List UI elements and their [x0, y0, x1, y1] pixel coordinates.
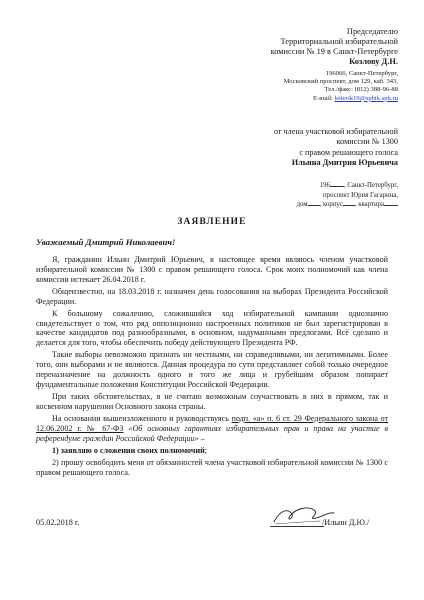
dom-label: дом	[296, 201, 308, 209]
law-title: «Об основных гарантиях избирательных прав и права на участие в референдуме граждан Российской Федерации»	[36, 423, 388, 443]
law-reference: подп. «а» п. 6 ст. 29 Федерального закона от 12.06.2002 г. № 67-ФЗ	[36, 413, 388, 433]
sender-address-line1	[297, 181, 398, 191]
greeting: Уважаемый Дмитрий Николаевич!	[36, 237, 176, 247]
address-line2: Московский проспект, дом 129, каб. 343,	[283, 78, 398, 86]
address-block	[284, 70, 398, 103]
paragraph-2: Общеизвестно, на 18.03.2018 г. назначен день голосования на выборах Президента Российской Федерации.	[36, 286, 388, 306]
email-label: E-mail:	[312, 94, 335, 102]
paragraph-4: Такие выборы невозможно признать ни честными, ни справедливыми, ни легитимными. Более того, они выборами и не являются. Данная процедура по сути представляет собой только очередное переназначение на должность одного и того же лица и грубейшим образом попирает фундаментальные положения Конституции Российской Федерации.	[36, 350, 388, 389]
p6-intro: На основании вышеизложенного и руководствуясь	[52, 413, 232, 423]
item1-text: 1) заявляю о сложении своих полномочий	[52, 445, 205, 455]
postcode-prefix: 196	[319, 182, 330, 189]
sender-address-line2: проспект Юрия Гагарина,	[323, 191, 398, 199]
address-line1: 196066, Санкт-Петербург,	[325, 70, 398, 77]
document-title: ЗАЯВЛЕНИЕ	[177, 217, 247, 227]
paragraph-1: Я, гражданин Ильин Дмитрий Юрьевич, в настоящее время являюсь членом участковой избирательной комиссии № 1300 с правом решающего голоса. Срок моих полномочий как члена комиссии истекает 26.04.2018 г.	[36, 255, 388, 284]
sender-address-line3	[297, 200, 398, 210]
paragraph-6	[36, 414, 388, 444]
paragraph-3: К большому сожалению, сложившийся ход избирательной кампании однозначно свидетельствует о том, что ряд оппозиционно настроенных политиков не был зарегистрирован в качестве кандидатов под разнообразными, в основном, надуманными предлогами. Всё сделано и делается для того, чтобы обеспечить победу действующего Президента РФ.	[36, 308, 388, 348]
document-body	[36, 255, 388, 480]
email-link[interactable]: letterik19@spbik.spb.ru	[334, 94, 398, 102]
sender-block	[274, 127, 398, 168]
address-email-row	[284, 95, 398, 103]
addressee-line3: комиссии № 19 в Санкт-Петербурге	[270, 46, 398, 56]
address-phone: Тел./факс: (812) 388-96-88	[324, 86, 398, 94]
addressee-name: Козлову Д.Н.	[349, 56, 398, 66]
sender-line2: комиссии № 1300	[336, 137, 398, 147]
request-item-2: 2) прошу освободить меня от обязанностей члена участковой избирательной комиссии № 1300 с правом решающего голоса.	[36, 457, 388, 477]
kvartira-label: , квартира	[354, 201, 384, 209]
paragraph-5: При таких обстоятельствах, я не считаю возможным соучаствовать в них в прямом, так и косвенном нарушении Основного закона страны.	[36, 391, 388, 411]
item1-end: ;	[204, 445, 208, 455]
addressee-line1: Председателю	[346, 27, 398, 36]
sender-address-block	[297, 181, 398, 210]
city: , Санкт-Петербург,	[343, 182, 398, 189]
request-item-1	[36, 446, 388, 456]
signature-name: /Ильин Д.Ю./	[322, 518, 370, 527]
addressee-line2: Территориальной избирательной	[280, 36, 398, 46]
korpus-label: , корпус	[319, 201, 343, 209]
document-date: 05.02.2018 г.	[36, 518, 80, 527]
addressee-block	[271, 27, 398, 67]
sender-name: Ильина Дмитрия Юрьевича	[291, 157, 398, 167]
signature-line	[270, 526, 324, 527]
p6-dash: –	[198, 433, 205, 443]
sender-line3: с правом решающего голоса	[299, 147, 398, 157]
sender-line1: от члена участковой избирательной	[273, 127, 398, 136]
